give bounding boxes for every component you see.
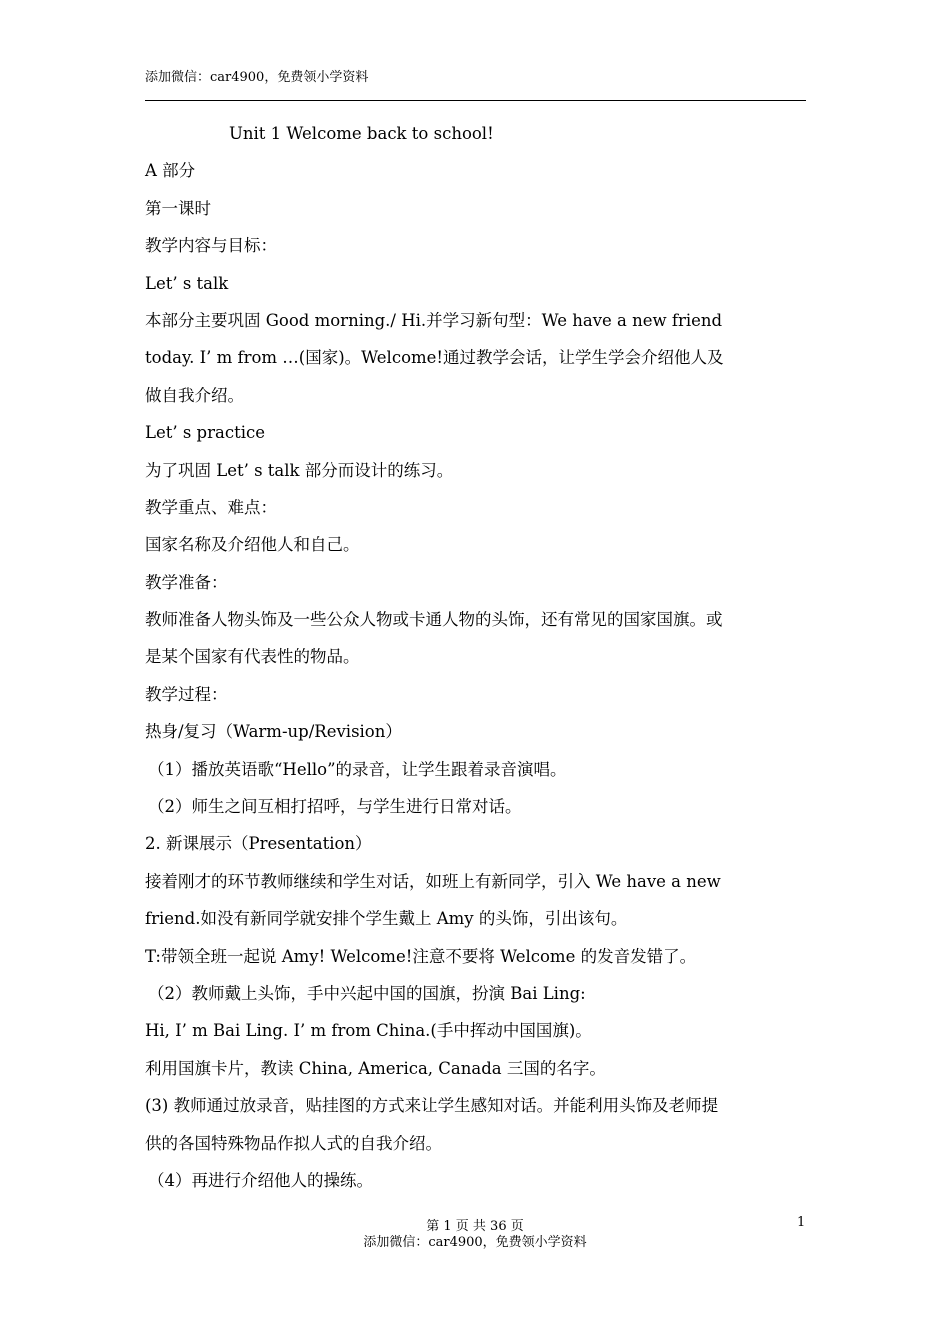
paragraph-line: 供的各国特殊物品作拟人式的自我介绍。 (145, 1133, 442, 1153)
procedure-heading: 教学过程： (145, 684, 228, 704)
paragraph-line: 接着刚才的环节教师继续和学生对话，如班上有新同学，引入 We have a new (145, 871, 721, 891)
paragraph-line: 本部分主要巩固 Good morning./ Hi.并学习新句型：We have a new friend (145, 310, 723, 330)
document-body (145, 115, 810, 1199)
header-divider (145, 100, 806, 101)
lets-practice-heading: Let’ s practice (145, 423, 265, 443)
lesson-heading: 第一课时 (145, 198, 211, 218)
unit-title: Unit 1 Welcome back to school! (229, 124, 494, 143)
footer-note: 添加微信：car4900，免费领小学资料 (363, 1235, 587, 1250)
paragraph-line: 国家名称及介绍他人和自己。 (145, 535, 360, 555)
header-note: 添加微信：car4900，免费领小学资料 (145, 70, 369, 85)
list-item: （4）再进行介绍他人的操练。 (148, 1170, 373, 1190)
paragraph-line: 教师准备人物头饰及一些公众人物或卡通人物的头饰，还有常见的国家国旗。或 (145, 610, 723, 630)
list-item: （2）教师戴上头饰，手中兴起中国的国旗，扮演 Bai Ling: (148, 983, 586, 1003)
list-item: （2）师生之间互相打招呼，与学生进行日常对话。 (148, 797, 522, 817)
footer-page-info: 第 1 页 共 36 页 (426, 1219, 524, 1234)
key-points-heading: 教学重点、难点： (145, 497, 277, 517)
paragraph-line: friend.如没有新同学就安排个学生戴上 Amy 的头饰，引出该句。 (145, 909, 628, 929)
preparation-heading: 教学准备： (145, 572, 228, 592)
content-goals-heading: 教学内容与目标： (145, 236, 277, 256)
paragraph-line: 是某个国家有代表性的物品。 (145, 647, 360, 667)
section-heading: A 部分 (145, 161, 196, 181)
footer-page-number: 1 (797, 1215, 806, 1230)
presentation-heading: 2. 新课展示（Presentation） (145, 834, 372, 854)
paragraph-line: 做自我介绍。 (145, 385, 244, 405)
warmup-heading: 热身/复习（Warm-up/Revision） (145, 722, 402, 742)
paragraph-line: 为了巩固 Let’ s talk 部分而设计的练习。 (145, 460, 454, 480)
paragraph-line: Hi, I’ m Bai Ling. I’ m from China.(手中挥动中国国旗)。 (145, 1021, 592, 1041)
list-item: (3) 教师通过放录音，贴挂图的方式来让学生感知对话。并能利用头饰及老师提 (145, 1096, 719, 1116)
paragraph-line: T:带领全班一起说 Amy! Welcome!注意不要将 Welcome 的发音发错了。 (145, 946, 697, 966)
list-item: （1）播放英语歌“Hello”的录音，让学生跟着录音演唱。 (148, 759, 567, 779)
lets-talk-heading: Let’ s talk (145, 273, 229, 293)
paragraph-line: today. I’ m from …(国家)。Welcome!通过教学会话，让学生学会介绍他人及 (145, 348, 724, 368)
paragraph-line: 利用国旗卡片，教读 China, America, Canada 三国的名字。 (145, 1058, 606, 1078)
